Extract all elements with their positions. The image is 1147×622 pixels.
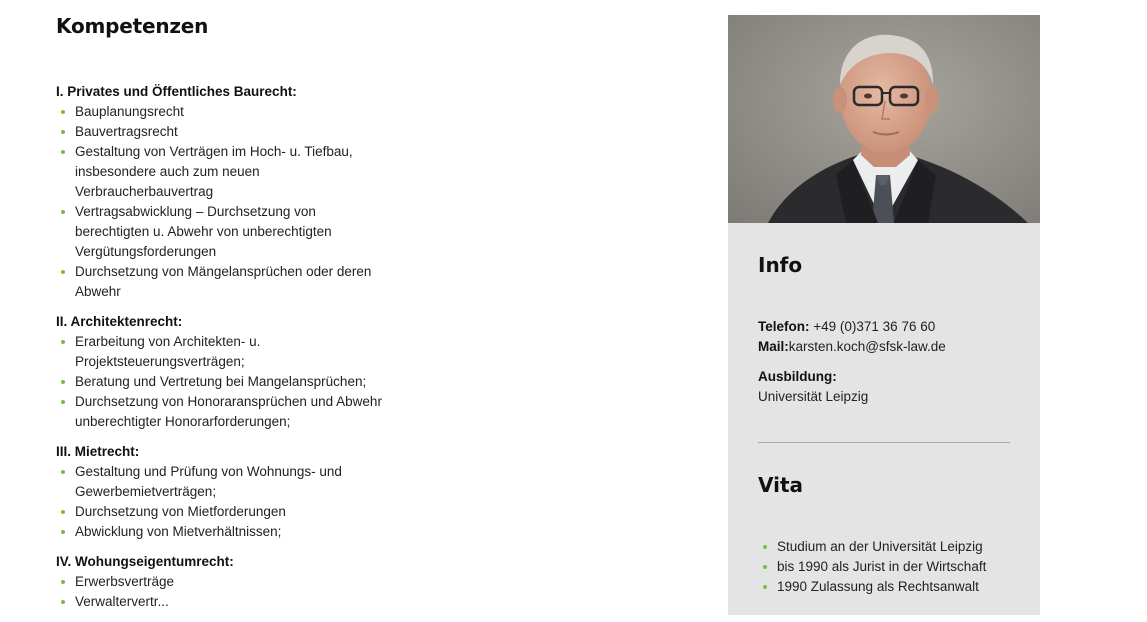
competencies-column xyxy=(56,14,386,622)
education-label: Ausbildung: xyxy=(758,369,837,384)
list-item: Gestaltung und Prüfung von Wohnungs- und Gewerbemietverträgen; xyxy=(56,462,386,502)
education-value: Universität Leipzig xyxy=(758,389,869,404)
list-item: Durchsetzung von Mängelansprüchen oder deren Abwehr xyxy=(56,262,386,302)
info-panel xyxy=(728,223,1040,597)
spacer xyxy=(758,277,1010,317)
profile-sidebar xyxy=(728,15,1040,615)
portrait-illustration xyxy=(728,15,1040,223)
list-item: Verwaltervertr... xyxy=(56,592,386,612)
competency-section-architektenrecht xyxy=(56,312,386,432)
vita-list xyxy=(758,537,1010,597)
mail-link[interactable]: karsten.koch@sfsk-law.de xyxy=(788,339,946,354)
portrait-photo xyxy=(728,15,1040,223)
list-item: Bauvertragsrecht xyxy=(56,122,386,142)
list-item: 1990 Zulassung als Rechtsanwalt xyxy=(758,577,1010,597)
section-title: IV. Wohungseigentumrecht: xyxy=(56,554,234,569)
competencies-heading: Kompetenzen xyxy=(56,14,209,38)
list-item: Bauplanungsrecht xyxy=(56,102,386,122)
phone-label: Telefon: xyxy=(758,319,810,334)
section-title: III. Mietrecht: xyxy=(56,444,140,459)
list-item: bis 1990 als Jurist in der Wirtschaft xyxy=(758,557,1010,577)
list-item: Beratung und Vertretung bei Mangelansprüchen; xyxy=(56,372,386,392)
competency-list xyxy=(56,102,386,302)
list-item: Abwicklung von Mietverhältnissen; xyxy=(56,522,386,542)
competency-list xyxy=(56,572,386,612)
info-heading: Info xyxy=(758,253,803,277)
competency-section-wohnungseigentum xyxy=(56,552,386,612)
mail-label: Mail: xyxy=(758,339,789,354)
list-item: Erwerbsverträge xyxy=(56,572,386,592)
list-item: Erarbeitung von Architekten- u. Projektsteuerungsverträgen; xyxy=(56,332,386,372)
phone-link[interactable]: +49 (0)371 36 76 60 xyxy=(809,319,936,334)
list-item: Studium an der Universität Leipzig xyxy=(758,537,1010,557)
competency-list xyxy=(56,332,386,432)
list-item: Gestaltung von Verträgen im Hoch- u. Tiefbau, insbesondere auch zum neuen Verbraucherbauvertrag xyxy=(56,142,386,202)
phone-line xyxy=(758,317,1010,337)
list-item: Durchsetzung von Honoraransprüchen und Abwehr unberechtigter Honorarforderungen; xyxy=(56,392,386,432)
competency-section-baurecht xyxy=(56,82,386,302)
section-title: I. Privates und Öffentliches Baurecht: xyxy=(56,84,297,99)
divider xyxy=(758,442,1010,443)
mail-line xyxy=(758,337,1010,357)
vita-heading: Vita xyxy=(758,473,804,497)
education-label-line xyxy=(758,367,1010,387)
section-title: II. Architektenrecht: xyxy=(56,314,183,329)
spacer xyxy=(56,38,386,82)
competency-list xyxy=(56,462,386,542)
competency-section-mietrecht xyxy=(56,442,386,542)
spacer xyxy=(758,497,1010,537)
list-item: Vertragsabwicklung – Durchsetzung von berechtigten u. Abwehr von unberechtigten Vergütungsforderungen xyxy=(56,202,386,262)
spacer xyxy=(758,357,1010,367)
list-item: Durchsetzung von Mietforderungen xyxy=(56,502,386,522)
